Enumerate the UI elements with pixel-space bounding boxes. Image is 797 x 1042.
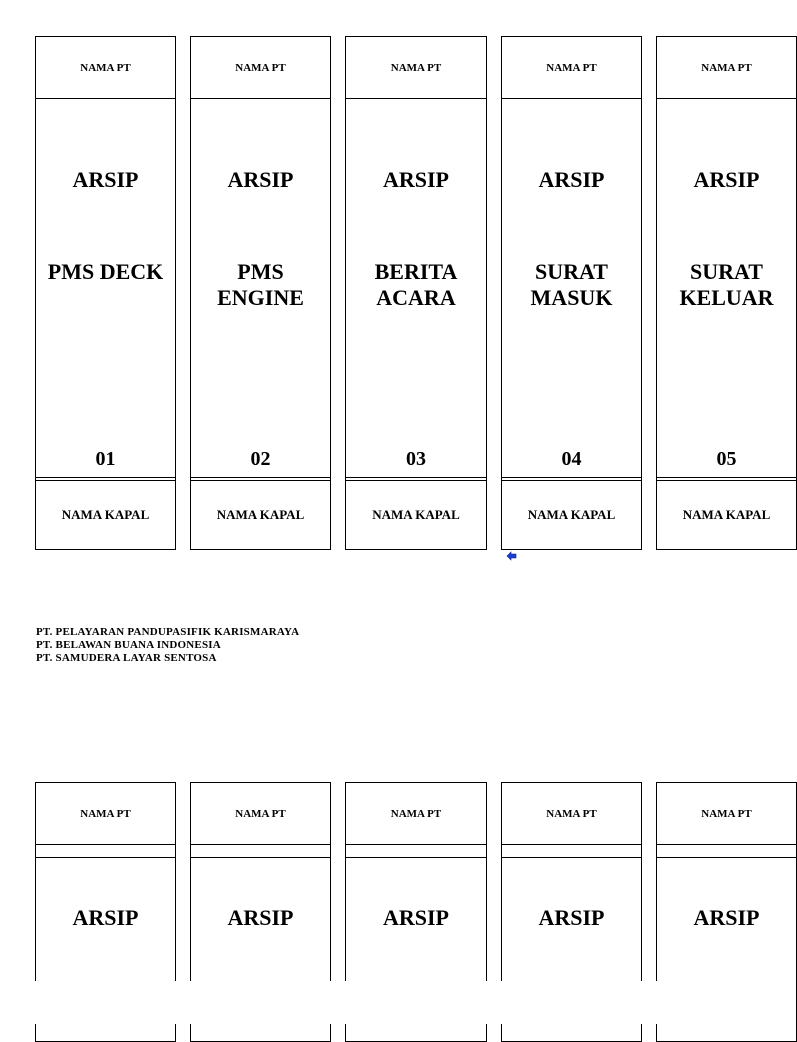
archive-title: SURAT KELUAR bbox=[679, 259, 774, 310]
double-rule bbox=[346, 98, 486, 101]
arsip-heading: ARSIP bbox=[693, 167, 760, 192]
double-rule bbox=[657, 98, 796, 101]
archive-number: 02 bbox=[250, 448, 271, 470]
archive-number: 05 bbox=[716, 448, 737, 470]
double-rule bbox=[191, 98, 330, 101]
company-field: NAMA PT bbox=[36, 37, 175, 99]
arsip-heading: ARSIP bbox=[382, 905, 449, 930]
double-rule bbox=[657, 844, 796, 858]
company-field: NAMA PT bbox=[191, 37, 330, 99]
company-field: NAMA PT bbox=[502, 37, 641, 99]
vessel-field: NAMA KAPAL bbox=[502, 480, 641, 549]
arsip-heading: ARSIP bbox=[227, 167, 294, 192]
spine-label-04 bbox=[501, 36, 642, 550]
vessel-field: NAMA KAPAL bbox=[191, 480, 330, 549]
double-rule bbox=[36, 844, 175, 858]
company-line: PT. SAMUDERA LAYAR SENTOSA bbox=[36, 652, 217, 664]
archive-number: 03 bbox=[406, 448, 426, 470]
archive-number: 04 bbox=[561, 448, 582, 470]
vessel-field: NAMA KAPAL bbox=[346, 480, 486, 549]
spine-label-05 bbox=[656, 36, 797, 550]
arsip-heading: ARSIP bbox=[382, 167, 449, 192]
company-list bbox=[36, 626, 299, 665]
company-field: NAMA PT bbox=[36, 783, 175, 845]
archive-title: PMS ENGINE bbox=[217, 259, 304, 310]
arsip-heading: ARSIP bbox=[538, 905, 605, 930]
arsip-heading: ARSIP bbox=[693, 905, 760, 930]
arrow-left-icon[interactable] bbox=[507, 551, 517, 561]
arsip-heading: ARSIP bbox=[538, 167, 605, 192]
double-rule bbox=[346, 844, 486, 858]
arsip-heading: ARSIP bbox=[72, 905, 139, 930]
archive-title: PMS DECK bbox=[47, 259, 164, 284]
archive-title: BERITA ACARA bbox=[374, 259, 458, 310]
spine-label-02 bbox=[190, 36, 331, 550]
company-field: NAMA PT bbox=[346, 37, 486, 99]
company-field: NAMA PT bbox=[657, 783, 796, 845]
vessel-field: NAMA KAPAL bbox=[36, 480, 175, 549]
spine-label-03 bbox=[345, 36, 487, 550]
double-rule bbox=[502, 844, 641, 858]
spine-label-01 bbox=[35, 36, 176, 550]
arsip-heading: ARSIP bbox=[227, 905, 294, 930]
company-field: NAMA PT bbox=[657, 37, 796, 99]
double-rule bbox=[191, 844, 330, 858]
archive-number: 01 bbox=[95, 448, 116, 470]
company-line: PT. BELAWAN BUANA INDONESIA bbox=[36, 639, 221, 651]
double-rule bbox=[36, 98, 175, 101]
vessel-field: NAMA KAPAL bbox=[657, 480, 796, 549]
company-field: NAMA PT bbox=[191, 783, 330, 845]
archive-title: SURAT MASUK bbox=[530, 259, 613, 310]
company-line: PT. PELAYARAN PANDUPASIFIK KARISMARAYA bbox=[36, 626, 300, 638]
arsip-heading: ARSIP bbox=[72, 167, 139, 192]
company-field: NAMA PT bbox=[502, 783, 641, 845]
page-bottom-whitespace bbox=[0, 981, 768, 1024]
company-field: NAMA PT bbox=[346, 783, 486, 845]
double-rule bbox=[502, 98, 641, 101]
